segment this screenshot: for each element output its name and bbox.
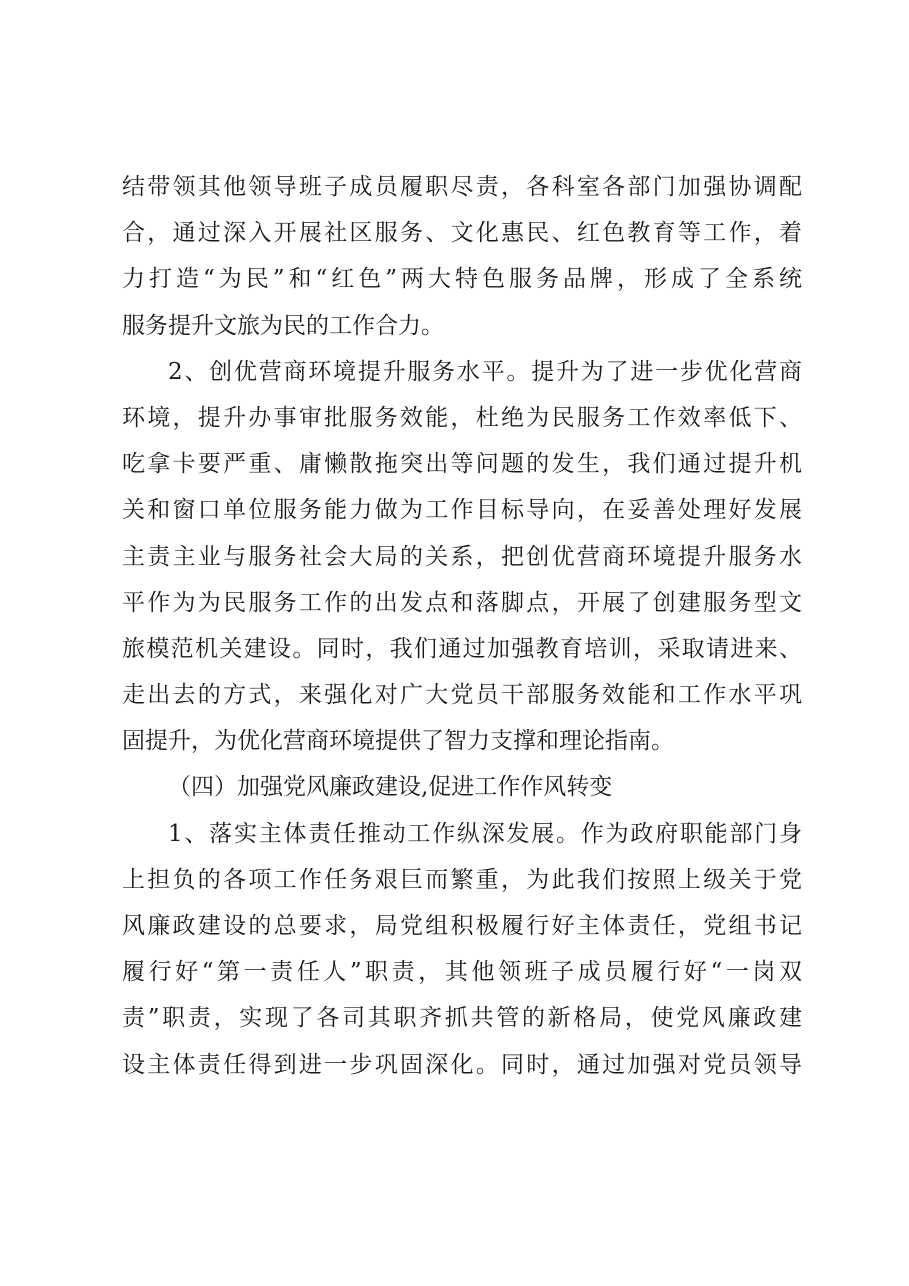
text-line: 合，通过深入开展社区服务、文化惠民、红色教育等工作，着 bbox=[122, 220, 802, 247]
text-line: 旅模范机关建设。同时，我们通过加强教育培训，采取请进来、 bbox=[122, 635, 802, 662]
paragraph-start-line: 1、落实主体责任推动工作纵深发展。作为政府职能部门身 bbox=[168, 820, 802, 847]
section-heading: （四）加强党风廉政建设,促进工作作风转变 bbox=[168, 774, 613, 801]
text-line: 上担负的各项工作任务艰巨而繁重，为此我们按照上级关于党 bbox=[122, 866, 802, 893]
paragraph-start-line: 2、创优营商环境提升服务水平。提升为了进一步优化营商 bbox=[168, 358, 802, 385]
text-line: 主责主业与服务社会大局的关系，把创优营商环境提升服务水 bbox=[122, 543, 802, 570]
text-line: 关和窗口单位服务能力做为工作目标导向，在妥善处理好发展 bbox=[122, 497, 802, 524]
text-line: 走出去的方式，来强化对广大党员干部服务效能和工作水平巩 bbox=[122, 682, 802, 709]
text-line: 吃拿卡要严重、庸懒散拖突出等问题的发生，我们通过提升机 bbox=[122, 451, 802, 478]
text-line: 服务提升文旅为民的工作合力。 bbox=[122, 312, 444, 339]
text-line: 履行好“第一责任人”职责，其他领班子成员履行好“一岗双 bbox=[122, 959, 802, 986]
text-line: 风廉政建设的总要求，局党组积极履行好主体责任，党组书记 bbox=[122, 913, 802, 939]
text-line: 责”职责，实现了各司其职齐抓共管的新格局，使党风廉政建 bbox=[122, 1005, 802, 1032]
text-line: 设主体责任得到进一步巩固深化。同时，通过加强对党员领导 bbox=[122, 1051, 802, 1078]
document-body bbox=[122, 164, 802, 1088]
text-line: 平作为为民服务工作的出发点和落脚点，开展了创建服务型文 bbox=[122, 589, 802, 616]
text-line: 结带领其他领导班子成员履职尽责，各科室各部门加强协调配 bbox=[122, 174, 802, 200]
text-line: 环境，提升办事审批服务效能，杜绝为民服务工作效率低下、 bbox=[122, 404, 802, 431]
text-line: 力打造“为民”和“红色”两大特色服务品牌，形成了全系统 bbox=[122, 266, 802, 293]
text-line: 固提升，为优化营商环境提供了智力支撑和理论指南。 bbox=[122, 728, 674, 755]
